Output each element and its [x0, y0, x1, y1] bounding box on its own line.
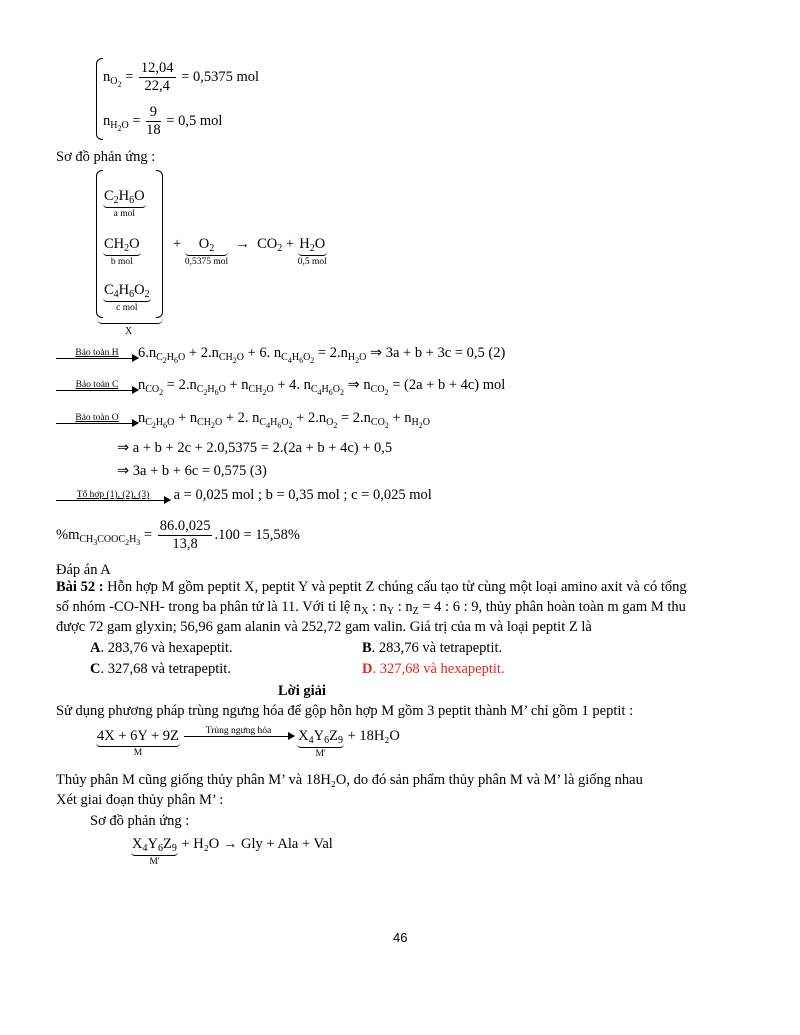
- n-h2o-result: = 0,5 mol: [166, 112, 223, 129]
- option-b-text: . 283,76 và tetrapeptit.: [371, 640, 503, 656]
- system-brace: [96, 58, 103, 140]
- solution-line-1: Sử dụng phương pháp trùng ngưng hóa để gộp hỗn hợp M gồm 3 peptit thành M’ chỉ gồm 1 peptit :: [56, 703, 634, 719]
- percent-result: .100 = 15,58%: [214, 526, 300, 543]
- problem-text-2-post: = 4 : 6 : 9, thủy phân hoàn toàn m gam M thu: [418, 599, 686, 615]
- hydrolysis-equation: $X_4Y_6Z_9$ M' + H₂O → Gly + Ala + Val: [132, 836, 333, 867]
- scheme-right-brace: [156, 170, 163, 318]
- percent-numerator: 86.0,025: [159, 518, 211, 534]
- option-a-letter: A: [90, 640, 101, 656]
- h2o-amount: 0,5 mol: [297, 257, 327, 267]
- solution-line-3: Xét giai đoạn thủy phân M’ :: [56, 792, 224, 808]
- percent-equation: $\%m_{CH_3COOC_2H_3}$ = $\frac{86.0,025}{13,8}$ .100 = 15,58%: [56, 518, 300, 552]
- problem-line-1: [56, 579, 687, 596]
- scheme-heading: Sơ đồ phản ứng :: [56, 149, 156, 165]
- conservation-o-label: Bảo toàn O: [75, 413, 119, 424]
- problem-line-2: số nhóm -CO-NH- trong ba phân tử là 11. Với tỉ lệ $n_X$ : $n_Y$ : $n_Z = 4$ : 6 : 9, thủy phân hoàn toàn m gam M thu: [56, 599, 686, 617]
- c4h6o2-term: $C_4H_6O_2$ c mol: [104, 282, 150, 313]
- conservation-c-label: Bảo toàn C: [75, 380, 119, 391]
- n-o2-equation: $n_{O_2}$ = $\frac{12,04}{22,4}$ = 0,5375 mol: [103, 60, 260, 94]
- n-o2-numerator: 12,04: [140, 60, 174, 76]
- option-c-letter: C: [90, 661, 101, 677]
- option-b[interactable]: [362, 640, 502, 657]
- hydrolysis-tail: + H₂O → Gly + Ala + Val: [181, 836, 333, 852]
- ch2o-amount: b mol: [110, 257, 133, 267]
- n-o2-denominator: 22,4: [144, 78, 170, 94]
- x-label: X: [125, 326, 133, 337]
- condensation-right-label: M': [315, 749, 326, 759]
- combination-label: Tổ hợp (1), (2), (3): [76, 490, 150, 501]
- conservation-c-result: = (2a + b + 4c) mol: [392, 377, 506, 393]
- n-h2o-numerator: 9: [146, 104, 161, 122]
- scheme-left-brace: [96, 170, 103, 318]
- problem-text-1: Hỗn hợp M gồm peptit X, peptit Y và peptit Z chúng cấu tạo từ cùng một loại amino axit và có tổng: [103, 579, 687, 595]
- condensation-left-label: M: [133, 748, 143, 758]
- c2h6o-term: $C_2H_6O$ a mol: [104, 188, 145, 219]
- scheme-reaction: + $O_2$ 0,5375 mol → $CO_2$ + $H_2O$ 0,5 mol: [173, 236, 327, 267]
- condensation-arrow-label: Trùng ngưng hóa: [205, 726, 272, 736]
- c2h6o-amount: a mol: [113, 209, 135, 219]
- option-c[interactable]: [90, 661, 231, 678]
- conservation-h-line: Bảo toàn H $6.n_{C_2H_6O} + 2.n_{CH_2O} + 6$. $n_{C_4H_6O_2} = 2.n_{H_2O}$ ⇒ 3a + b + 3c = 0,5 (2): [56, 345, 505, 365]
- conservation-o-line: Bảo toàn O $n_{C_2H_6O} + n_{CH_2O} + 2$. $n_{C_4H_6O_2} + 2.n_{O_2} = 2.n_{CO_2} + n_{H_2O}$: [56, 410, 430, 430]
- option-d[interactable]: [362, 661, 505, 678]
- c4h6o2-amount: c mol: [116, 303, 138, 313]
- combination-result: a = 0,025 mol ; b = 0,35 mol ; c = 0,025 mol: [173, 487, 432, 503]
- solution-heading: Lời giải: [278, 683, 326, 699]
- option-b-letter: B: [362, 640, 372, 656]
- option-c-text: . 327,68 và tetrapeptit.: [100, 661, 231, 677]
- percent-denominator: 13,8: [172, 536, 198, 552]
- condensation-left: 4X + 6Y + 9Z: [96, 728, 180, 747]
- ch2o-term: $CH_2O$ b mol: [104, 236, 140, 267]
- answer-line: Đáp án A: [56, 562, 111, 578]
- page-number: 46: [393, 930, 408, 945]
- option-d-text: . 327,68 và hexapeptit.: [372, 661, 505, 677]
- condensation-equation: 4X + 6Y + 9Z M Trùng ngưng hóa $X_4Y_6Z_9$ M' + 18H₂O: [97, 726, 400, 759]
- option-a[interactable]: [90, 640, 233, 657]
- conservation-c-line: Bảo toàn C $n_{CO_2} = 2.n_{C_2H_6O} + n_{CH_2O} + 4$. $n_{C_4H_6O_2}$ ⇒ $n_{CO_2} = (2a + b + 4c)$ mol: [56, 377, 505, 397]
- conservation-o-step3: ⇒ 3a + b + 6c = 0,575 (3): [117, 463, 267, 479]
- problem-text-2-pre: số nhóm -CO-NH- trong ba phân tử là 11. Với tỉ lệ n: [56, 599, 362, 615]
- solution-line-4: Sơ đồ phản ứng :: [90, 813, 190, 829]
- hydrolysis-label: M': [149, 857, 160, 867]
- option-d-letter: D: [362, 661, 373, 677]
- combination-line: [56, 487, 432, 504]
- x-underbrace: [97, 318, 163, 324]
- n-h2o-equation: $n_{H_2O}$ = $\frac{9}{18}$ = 0,5 mol: [103, 104, 223, 138]
- problem-line-3: được 72 gam glyxin; 56,96 gam alanin và 252,72 gam valin. Giá trị của m và loại peptit Z là: [56, 619, 592, 635]
- conservation-o-step2: ⇒ a + b + 2c + 2.0,5375 = 2.(2a + b + 4c) + 0,5: [117, 440, 393, 456]
- problem-title: Bài 52 :: [56, 579, 104, 595]
- o2-amount: 0,5375 mol: [184, 257, 229, 267]
- n-o2-result: = 0,5375 mol: [181, 68, 260, 85]
- option-a-text: . 283,76 và hexapeptit.: [100, 640, 233, 656]
- conservation-h-label: Bảo toàn H: [75, 348, 119, 359]
- condensation-tail: + 18H₂O: [347, 728, 400, 744]
- solution-line-2: Thủy phân M cũng giống thủy phân M’ và 18H₂O, do đó sản phẩm thủy phân M và M’ là giống nhau: [56, 772, 643, 788]
- conservation-h-result: ⇒ 3a + b + 3c = 0,5 (2): [369, 345, 506, 361]
- n-h2o-denominator: 18: [146, 122, 161, 138]
